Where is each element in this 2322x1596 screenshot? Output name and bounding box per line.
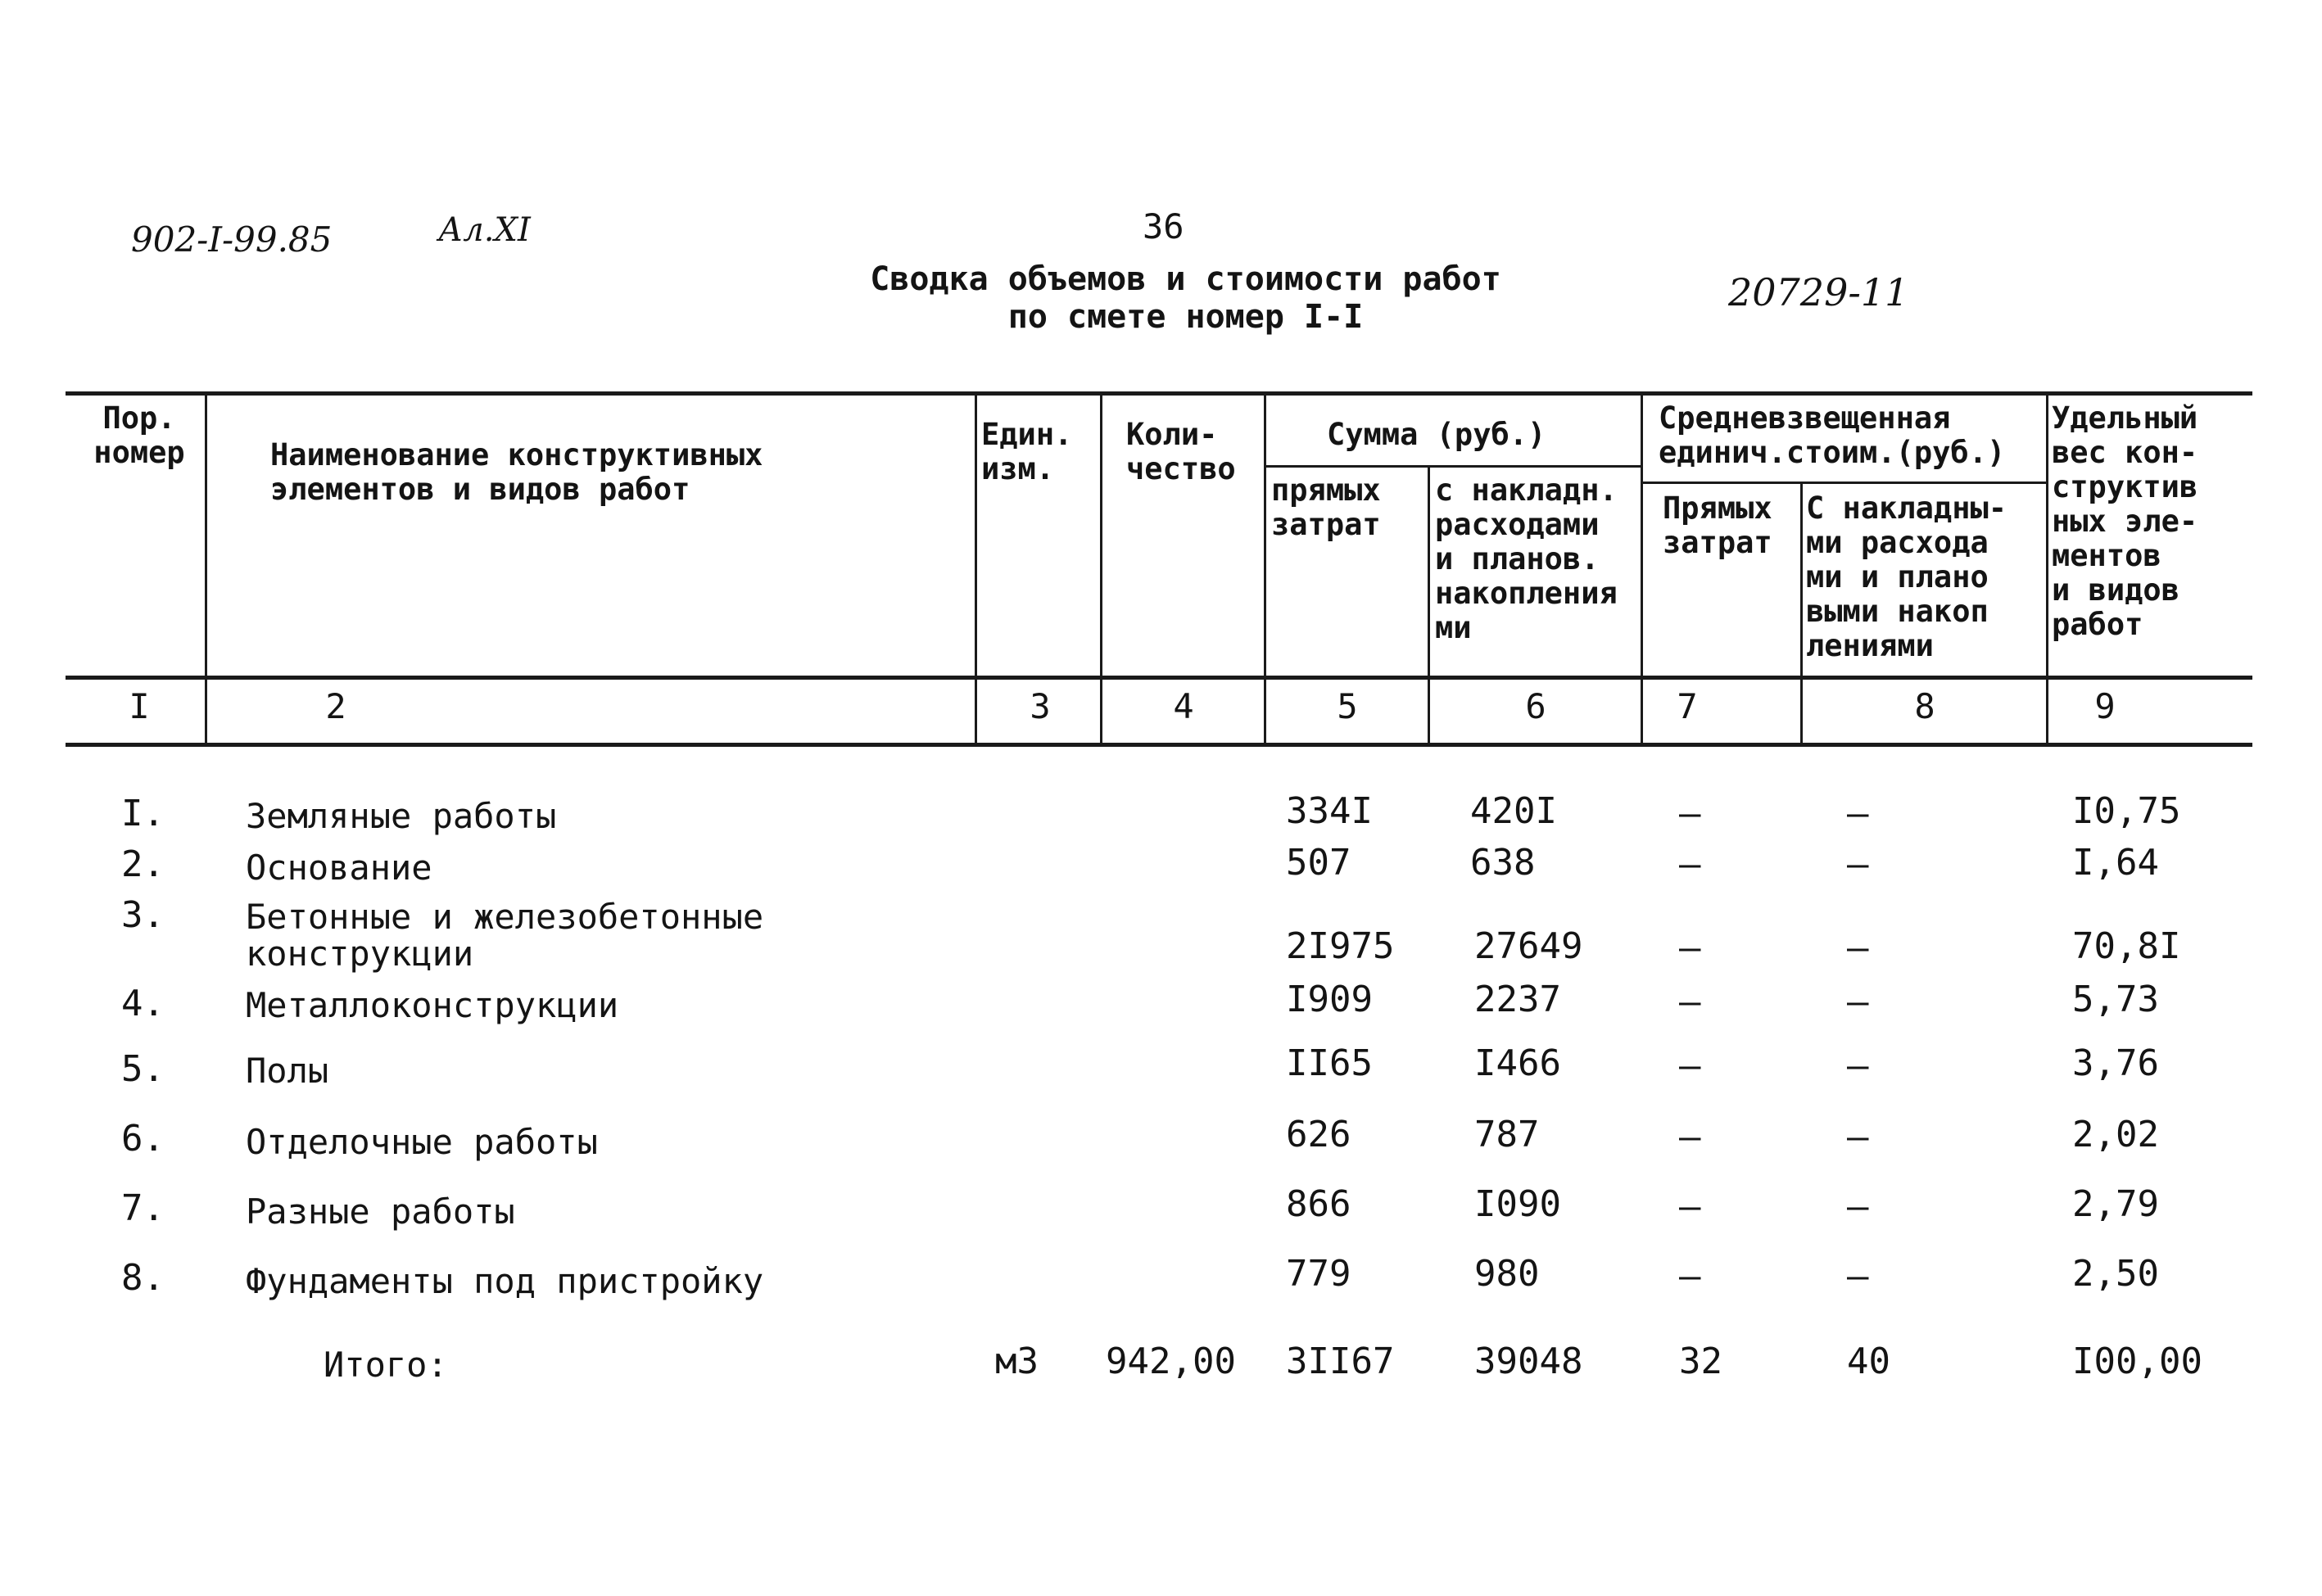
header-text: затрат [1271, 507, 1381, 542]
overhead-cost: I090 [1474, 1183, 1561, 1225]
unit-overhead: – [1847, 927, 1869, 969]
header-text: накопления [1435, 576, 1618, 611]
unit-overhead: – [1847, 1045, 1869, 1087]
column-numbers-rule [66, 743, 2252, 747]
total-direct: 3II67 [1286, 1341, 1395, 1382]
share: I0,75 [2072, 790, 2181, 832]
work-name: Бетонные и железобетонные [246, 897, 764, 937]
header-work-name [270, 438, 763, 507]
direct-cost: II65 [1286, 1042, 1373, 1084]
column-number: 2 [325, 686, 346, 726]
header-text: расходами [1435, 507, 1600, 542]
share: 2,79 [2072, 1183, 2159, 1225]
unit-overhead: – [1847, 1186, 1869, 1228]
unit-overhead: – [1847, 843, 1869, 885]
col-divider-3 [1100, 393, 1102, 745]
document-code: 902-I-99.85 [131, 219, 333, 260]
column-number: 3 [1030, 686, 1051, 726]
row-number: I. [121, 793, 165, 834]
direct-cost: 779 [1286, 1253, 1351, 1295]
header-text: ми расхода [1806, 525, 1989, 560]
work-name: Основание [246, 848, 432, 888]
header-text: ментов [2052, 538, 2161, 573]
share: 2,50 [2072, 1253, 2159, 1295]
header-quantity [1126, 418, 1236, 486]
column-number: 8 [1914, 686, 1935, 726]
avg-group-rule [1642, 482, 2048, 484]
unit-direct: – [1679, 1255, 1701, 1297]
unit-overhead: – [1847, 1116, 1869, 1158]
header-text: номер [93, 435, 185, 470]
col-divider-5 [1428, 467, 1430, 745]
header-text: изм. [981, 451, 1055, 486]
col-divider-7 [1800, 483, 1803, 745]
share: I,64 [2072, 842, 2159, 884]
col-divider-2 [975, 393, 977, 745]
title-line-1: Сводка объемов и стоимости работ [870, 260, 1501, 298]
sheet-mark: Ал.XI [438, 211, 531, 249]
total-unit-direct: 32 [1679, 1341, 1722, 1382]
row-number: 8. [121, 1257, 165, 1299]
share: 70,8I [2072, 925, 2181, 967]
direct-cost: 866 [1286, 1183, 1351, 1225]
row-number: 3. [121, 894, 165, 936]
archive-number: 20729-11 [1728, 270, 1909, 314]
document-title [844, 260, 1528, 336]
header-text: структив [2052, 469, 2198, 504]
page-number: 36 [1143, 206, 1184, 246]
total-quantity: 942,00 [1106, 1341, 1236, 1382]
col-divider-1 [205, 393, 207, 745]
unit-direct: – [1679, 1186, 1701, 1228]
column-number: 4 [1173, 686, 1194, 726]
work-name: Металлоконструкции [246, 985, 619, 1025]
unit-overhead: – [1847, 793, 1869, 834]
unit-direct: – [1679, 927, 1701, 969]
header-text: ных эле- [2052, 504, 2198, 539]
total-overhead: 39048 [1474, 1341, 1583, 1382]
overhead-cost: 27649 [1474, 925, 1583, 967]
header-text: затрат [1663, 525, 1772, 560]
overhead-cost: 2237 [1474, 979, 1561, 1020]
column-number: 6 [1525, 686, 1546, 726]
header-text: чество [1126, 451, 1236, 486]
header-text: Прямых [1663, 491, 1772, 526]
total-label: Итого: [324, 1345, 448, 1385]
unit-overhead: – [1847, 981, 1869, 1023]
header-text: прямых [1271, 472, 1381, 508]
header-text: и планов. [1435, 541, 1600, 576]
column-number: 9 [2094, 686, 2116, 726]
header-text: С накладны- [1806, 491, 2007, 526]
header-text: Пор. [102, 400, 176, 436]
direct-cost: I909 [1286, 979, 1373, 1020]
column-number: I [129, 686, 150, 726]
work-name: Полы [246, 1051, 329, 1091]
header-bottom-rule [66, 676, 2252, 680]
row-number: 5. [121, 1048, 165, 1090]
header-unit-direct [1663, 491, 1772, 560]
unit-direct: – [1679, 793, 1701, 834]
header-unit [981, 418, 1072, 486]
header-text: Удельный [2052, 400, 2198, 436]
row-number: 4. [121, 983, 165, 1024]
header-text: Коли- [1126, 417, 1218, 452]
header-text: выми накоп [1806, 594, 1989, 629]
header-with-overhead [1435, 473, 1618, 645]
sum-group-rule [1265, 465, 1642, 468]
header-text: с накладн. [1435, 472, 1618, 508]
total-unit-overhead: 40 [1847, 1341, 1890, 1382]
direct-cost: 334I [1286, 790, 1373, 832]
work-name: Разные работы [246, 1191, 515, 1232]
work-name: Отделочные работы [246, 1122, 598, 1162]
col-divider-4 [1264, 393, 1266, 745]
share: 2,02 [2072, 1114, 2159, 1155]
share: 5,73 [2072, 979, 2159, 1020]
header-text: лениями [1806, 628, 1934, 663]
header-text: единич.стоим.(руб.) [1659, 435, 2006, 470]
row-number: 2. [121, 843, 165, 885]
total-unit: м3 [995, 1341, 1039, 1382]
work-name: Фундаменты под пристройку [246, 1261, 764, 1301]
header-text: Наименование конструктивных [270, 437, 763, 472]
header-text: Един. [981, 417, 1073, 452]
header-text: ми и плано [1806, 559, 1989, 595]
total-share: I00,00 [2072, 1341, 2202, 1382]
table-top-rule [66, 391, 2252, 396]
header-text: работ [2052, 607, 2143, 642]
unit-direct: – [1679, 1116, 1701, 1158]
unit-direct: – [1679, 843, 1701, 885]
row-number: 7. [121, 1187, 165, 1229]
work-name: Земляные работы [246, 796, 557, 836]
unit-overhead: – [1847, 1255, 1869, 1297]
title-line-2: по смете номер I-I [1007, 298, 1364, 336]
overhead-cost: 638 [1470, 842, 1536, 884]
col-divider-8 [2046, 393, 2048, 745]
header-unit-overhead [1806, 491, 2007, 663]
header-direct-costs [1271, 473, 1381, 542]
direct-cost: 507 [1286, 842, 1351, 884]
overhead-cost: 420I [1470, 790, 1557, 832]
row-number: 6. [121, 1118, 165, 1160]
col-divider-6 [1641, 393, 1643, 745]
overhead-cost: 980 [1474, 1253, 1540, 1295]
direct-cost: 2I975 [1286, 925, 1395, 967]
header-text: Средневзвещенная [1659, 400, 1951, 436]
share: 3,76 [2072, 1042, 2159, 1084]
header-sum-group: Сумма (руб.) [1327, 417, 1546, 452]
header-avg-group [1659, 401, 2005, 470]
direct-cost: 626 [1286, 1114, 1351, 1155]
header-text: и видов [2052, 572, 2179, 608]
overhead-cost: I466 [1474, 1042, 1561, 1084]
header-order-number [82, 401, 197, 470]
overhead-cost: 787 [1474, 1114, 1540, 1155]
unit-direct: – [1679, 1045, 1701, 1087]
header-text: ми [1435, 610, 1472, 645]
header-text: вес кон- [2052, 435, 2198, 470]
work-name-continued: конструкции [246, 934, 474, 974]
header-share [2052, 401, 2198, 642]
column-number: 5 [1337, 686, 1358, 726]
unit-direct: – [1679, 981, 1701, 1023]
column-number: 7 [1677, 686, 1698, 726]
header-text: элементов и видов работ [270, 472, 690, 507]
